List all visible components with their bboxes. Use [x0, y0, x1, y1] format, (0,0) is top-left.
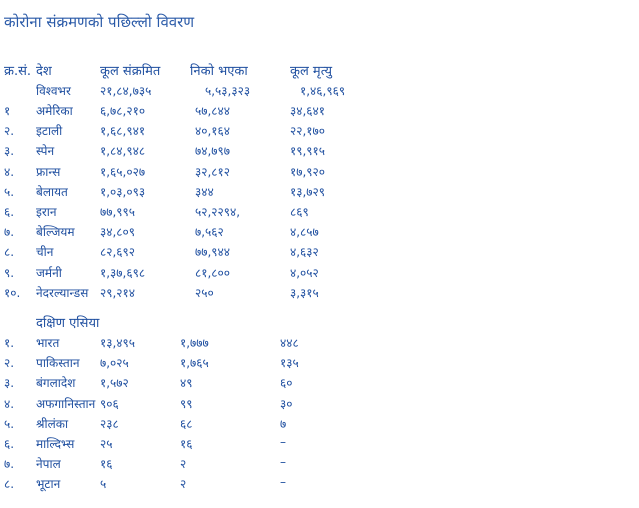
total-cell: १,६८,९४१ — [100, 124, 146, 139]
country-cell: बेलायत — [36, 184, 68, 199]
country-cell: नेदरल्यान्डस — [36, 285, 89, 300]
table-row — [0, 102, 639, 122]
deaths-cell: ४,६३२ — [290, 245, 319, 260]
total-cell: ७,०२५ — [100, 356, 129, 371]
deaths-cell: ४४८ — [280, 336, 299, 350]
table-row — [0, 264, 639, 284]
total-cell: २५ — [100, 437, 113, 451]
recovered-cell: ७,५६२ — [195, 225, 224, 240]
deaths-cell: १,४६,९६९ — [300, 84, 346, 98]
no-cell: ६. — [4, 437, 15, 451]
country-cell: माल्दिभ्स — [36, 437, 75, 451]
deaths-cell: ६० — [280, 376, 293, 391]
country-cell: नेपाल — [36, 457, 61, 472]
no-cell: ६. — [4, 205, 15, 219]
recovered-cell: ७७,९४४ — [195, 245, 231, 260]
table-row — [0, 435, 639, 455]
deaths-cell: ४,८५७ — [290, 225, 319, 240]
no-cell: ४. — [4, 164, 15, 179]
world-row — [0, 82, 639, 102]
no-cell: ९. — [4, 265, 15, 280]
total-cell: ८२,६९२ — [100, 245, 136, 260]
country-cell: भारत — [36, 336, 60, 350]
recovered-cell: ४९ — [180, 376, 193, 391]
deaths-cell: ३,३१५ — [290, 285, 319, 300]
table-row — [0, 163, 639, 183]
recovered-cell: २५० — [195, 285, 214, 300]
table-row — [0, 334, 639, 354]
header-country: देश — [36, 64, 52, 79]
recovered-cell: १,७६५ — [180, 356, 209, 371]
recovered-cell: २ — [180, 457, 187, 472]
deaths-cell: – — [280, 475, 286, 490]
header-no: क्र.सं. — [4, 64, 32, 79]
table-row — [0, 395, 639, 415]
deaths-cell: – — [280, 435, 286, 449]
table-row — [0, 203, 639, 223]
table-row — [0, 122, 639, 142]
total-cell: २१,८४,७३५ — [100, 84, 152, 98]
deaths-cell: १३,७२९ — [290, 184, 326, 199]
total-cell: १,८४,९४८ — [100, 144, 146, 159]
deaths-cell: २२,१७० — [290, 124, 326, 139]
table-row — [0, 284, 639, 304]
recovered-cell: ४०,१६४ — [195, 124, 231, 139]
deaths-cell: ८६९ — [290, 205, 309, 219]
recovered-cell: ५२,२२९४, — [195, 205, 241, 219]
no-cell: १. — [4, 336, 15, 350]
country-cell: इटाली — [36, 124, 63, 139]
section-south-asia: दक्षिण एसिया — [36, 316, 100, 331]
table-row — [0, 475, 639, 495]
page-title: कोरोना संक्रमणको पछिल्लो विवरण — [4, 13, 195, 31]
total-cell: ३४,८०९ — [100, 225, 136, 240]
header-recovered: निको भएका — [190, 64, 248, 79]
total-cell: ७७,९९५ — [100, 205, 136, 219]
total-cell: १,६५,०२७ — [100, 164, 146, 179]
country-cell: श्रीलंका — [36, 416, 69, 431]
recovered-cell: ९९ — [180, 396, 193, 411]
table-header — [0, 61, 639, 81]
total-cell: २९,२१४ — [100, 285, 136, 300]
no-cell: ७. — [4, 457, 15, 472]
table-row — [0, 223, 639, 243]
no-cell: ७. — [4, 225, 15, 240]
total-cell: ९०६ — [100, 396, 119, 411]
total-cell: १,३७,६९८ — [100, 265, 146, 280]
recovered-cell: ८१,८०० — [195, 265, 231, 280]
table-row — [0, 374, 639, 394]
recovered-cell: ५,५३,३२३ — [205, 84, 251, 98]
table-row — [0, 183, 639, 203]
no-cell: १ — [4, 104, 11, 118]
total-cell: १३,४९५ — [100, 336, 136, 350]
deaths-cell: १३५ — [280, 356, 299, 371]
country-cell: विश्वभर — [36, 84, 71, 98]
country-cell: अफगानिस्तान — [36, 396, 96, 411]
deaths-cell: ७ — [280, 416, 287, 431]
total-cell: १,०३,०९३ — [100, 184, 146, 199]
recovered-cell: ३२,८१२ — [195, 164, 231, 179]
header-total: कूल संक्रमित — [100, 64, 161, 79]
total-cell: ६,७८,२१० — [100, 104, 146, 118]
no-cell: ८. — [4, 477, 15, 492]
country-cell: चीन — [36, 245, 54, 260]
no-cell: ५. — [4, 184, 15, 199]
recovered-cell: १६ — [180, 437, 193, 451]
recovered-cell: ७४,७९७ — [195, 144, 231, 159]
no-cell: ५. — [4, 416, 15, 431]
no-cell: ४. — [4, 396, 15, 411]
country-cell: अमेरिका — [36, 104, 73, 118]
no-cell: ३. — [4, 144, 15, 159]
header-deaths: कूल मृत्यु — [290, 64, 333, 79]
deaths-cell: ३४,६४१ — [290, 104, 326, 118]
no-cell: २. — [4, 124, 15, 139]
recovered-cell: २ — [180, 477, 187, 492]
country-cell: स्पेन — [36, 144, 55, 159]
no-cell: २. — [4, 356, 15, 371]
no-cell: ३. — [4, 376, 15, 391]
recovered-cell: ३४४ — [195, 184, 214, 199]
table-row — [0, 142, 639, 162]
country-cell: बंगलादेश — [36, 376, 76, 391]
total-cell: ५ — [100, 477, 107, 492]
no-cell: ८. — [4, 245, 15, 260]
recovered-cell: १,७७७ — [180, 336, 209, 350]
deaths-cell: – — [280, 455, 286, 470]
country-cell: इरान — [36, 205, 57, 219]
deaths-cell: १७,९२० — [290, 164, 326, 179]
recovered-cell: ५७,८४४ — [195, 104, 231, 118]
table-row — [0, 455, 639, 475]
recovered-cell: ६८ — [180, 416, 193, 431]
table-row — [0, 243, 639, 263]
total-cell: १६ — [100, 457, 113, 472]
table-row — [0, 415, 639, 435]
deaths-cell: ४,०५२ — [290, 265, 319, 280]
deaths-cell: ३० — [280, 396, 293, 411]
total-cell: १,५७२ — [100, 376, 129, 391]
country-cell: बेल्जियम — [36, 225, 75, 240]
no-cell: १०. — [4, 285, 21, 300]
country-cell: भूटान — [36, 477, 61, 492]
country-cell: पाकिस्तान — [36, 356, 80, 371]
country-cell: फ्रान्स — [36, 164, 61, 179]
table-row — [0, 354, 639, 374]
country-cell: जर्मनी — [36, 265, 62, 280]
total-cell: २३८ — [100, 416, 119, 431]
deaths-cell: १९,९१५ — [290, 144, 326, 159]
